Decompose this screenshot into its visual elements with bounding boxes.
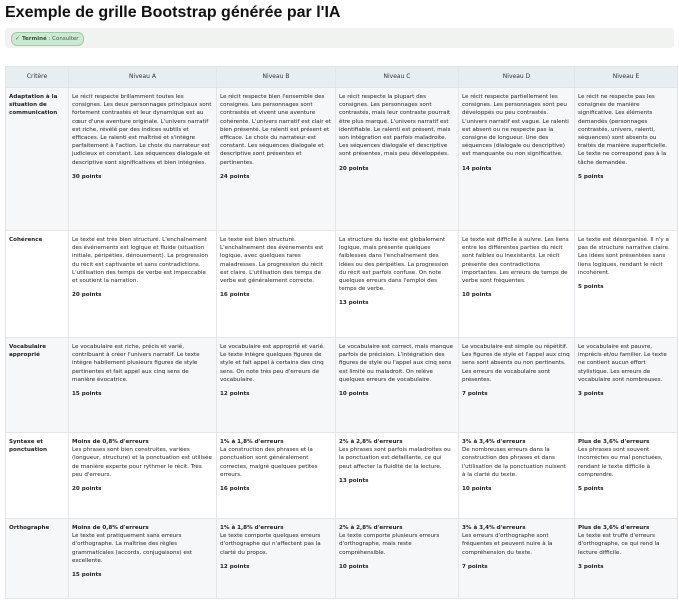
status-label: Terminé — [22, 36, 47, 42]
rubric-cell — [459, 519, 575, 599]
cell-text: Le récit respecte bien l'ensemble des consignes. Les personnages sont contrastés et vivent une aventure cohérente. L'univers narratif est clair et bien présenté. Le ralenti est présent et efficace. Le choix du narrateur est constant. Les séquences dialogale et descriptive sont présentes et pertinentes. — [220, 94, 331, 166]
rubric-cell — [336, 433, 459, 519]
rubric-cell — [69, 519, 217, 599]
points-label: 5 points — [578, 173, 604, 180]
rubric-cell — [575, 338, 678, 433]
error-rate-label: 1% à 1,8% d'erreurs — [220, 439, 284, 445]
cell-text: Les phrases sont souvent incorrectes ou mal ponctuées, rendant le texte difficile à comprendre. — [578, 447, 663, 478]
error-rate-label: Moins de 0,8% d'erreurs — [72, 439, 149, 445]
table-row — [6, 338, 678, 433]
cell-text: Le vocabulaire est approprié et varié. Le texte intègre quelques figures de style et fait appel à certains des cinq sens. On note très peu d'erreurs de vocabulaire. — [220, 344, 325, 383]
cell-text: Le vocabulaire est riche, précis et varié, contribuant à créer l'univers narratif. Le texte intègre habilement plusieurs figures de style pertinentes et fait appel aux cinq sens de manière évocatrice. — [72, 344, 200, 383]
criterion-cell: Vocabulaire approprié — [6, 338, 69, 433]
points-label: 20 points — [72, 486, 102, 493]
status-badge[interactable]: ✓ Terminé : Consulter — [11, 32, 84, 46]
column-header: Niveau C — [336, 67, 459, 88]
rubric-cell — [336, 519, 459, 599]
cell-text: Le vocabulaire est correct, mais manque parfois de précision. L'intégration des figures de style ou l'appel aux cinq sens est limité ou maladroit. On relève quelques erreurs de vocabulaire. — [339, 344, 454, 383]
points-label: 14 points — [462, 165, 492, 172]
cell-text: Le texte comporte plusieurs erreurs d'orthographe, mais reste compréhensible. — [339, 533, 440, 556]
points-label: 13 points — [339, 477, 369, 484]
rubric-cell — [336, 338, 459, 433]
cell-text: La construction des phrases et la ponctuation sont généralement correctes, malgré quelques petites erreurs. — [220, 447, 318, 478]
column-header: Niveau B — [217, 67, 336, 88]
cell-text: De nombreuses erreurs dans la construction des phrases et dans l'utilisation de la ponctuation nuisent à la clarté du texte. — [462, 447, 566, 478]
rubric-cell — [217, 231, 336, 338]
points-label: 3 points — [578, 563, 604, 570]
cell-text: Les erreurs d'orthographe sont fréquentes et peuvent nuire à la compréhension du texte. — [462, 533, 553, 556]
table-header-row — [6, 67, 678, 88]
rubric-cell — [459, 88, 575, 231]
cell-text: Le texte est difficile à suivre. Les liens entre les différentes parties du récit sont faibles ou inexistants. Le récit présente des contradictions importantes. Les erreurs de temps de verbe sont fréquentes. — [462, 237, 569, 285]
cell-text: La structure du texte est globalement logique, mais présente quelques faiblesses dans l'enchaînement des idées ou des péripéties. La progression du récit est parfois confuse. On note quelques erreurs dans l'emploi des temps de verbe. — [339, 237, 449, 293]
status-action: Consulter — [52, 36, 79, 42]
rubric-cell — [336, 231, 459, 338]
column-header: Critère — [6, 67, 69, 88]
points-label: 12 points — [220, 563, 250, 570]
rubric-cell — [217, 433, 336, 519]
error-rate-label: 1% à 1,8% d'erreurs — [220, 525, 284, 531]
criterion-cell: Cohérence — [6, 231, 69, 338]
points-label: 7 points — [462, 391, 488, 398]
table-row — [6, 88, 678, 231]
points-label: 15 points — [72, 572, 102, 579]
table-row — [6, 433, 678, 519]
rubric-cell — [69, 433, 217, 519]
rubric-cell — [459, 231, 575, 338]
points-label: 12 points — [220, 391, 250, 398]
points-label: 30 points — [72, 173, 102, 180]
points-label: 7 points — [462, 563, 488, 570]
rubric-cell — [459, 433, 575, 519]
rubric-cell — [69, 88, 217, 231]
rubric-cell — [575, 433, 678, 519]
points-label: 16 points — [220, 292, 250, 299]
points-label: 16 points — [220, 486, 250, 493]
cell-text: Le récit ne respecte pas les consignes de manière significative. Les éléments demandés (personnages contrastés, univers, ralenti, séquences) sont absents ou traités de manière superficielle. Le texte ne correspond pas à la tâche demandée. — [578, 94, 668, 166]
error-rate-label: Plus de 3,6% d'erreurs — [578, 439, 650, 445]
column-header: Niveau E — [575, 67, 678, 88]
rubric-cell — [459, 338, 575, 433]
points-label: 10 points — [462, 486, 492, 493]
cell-text: Les phrases sont parfois maladroites ou la ponctuation est défaillante, ce qui peut affecter la fluidité de la lecture. — [339, 447, 451, 470]
column-header: Niveau D — [459, 67, 575, 88]
rubric-cell — [69, 231, 217, 338]
cell-text: Le texte est très bien structuré. L'enchaînement des événements est logique et fluide (situation initiale, péripéties, dénouement). La progression du récit est captivante et sans contradictions. L'utilisation des temps de verbe est impeccable et soutient la narration. — [72, 237, 209, 285]
table-row — [6, 231, 678, 338]
status-bar — [5, 28, 674, 48]
points-label: 20 points — [72, 292, 102, 299]
cell-text: Le récit respecte partiellement les consignes. Les personnages sont peu développés ou peu contrastés. L'univers narratif est vague. Le ralenti est absent ou ne respecte pas la consigne de longueur. Une des séquences (dialogale ou descriptive) est manquante ou non significative. — [462, 94, 569, 158]
rubric-cell — [575, 519, 678, 599]
page-title: Exemple de grille Bootstrap générée par l'IA — [5, 4, 341, 21]
rubric-cell — [217, 338, 336, 433]
cell-text: Le vocabulaire est simple ou répétitif. Les figures de style et l'appel aux cinq sens sont absents ou non pertinents. Les erreurs de vocabulaire sont présentes. — [462, 344, 570, 383]
cell-text: Le texte est pratiquement sans erreurs d'orthographe. La maîtrise des règles grammaticales (accords, conjugaisons) est excellente. — [72, 533, 192, 564]
rubric-cell — [575, 88, 678, 231]
points-label: 5 points — [578, 284, 604, 291]
rubric-cell — [69, 338, 217, 433]
cell-text: Les phrases sont bien construites, variées (longueur, structure) et la ponctuation est utilisée de manière experte pour rythmer le récit. Très peu d'erreurs. — [72, 447, 212, 478]
points-label: 10 points — [462, 292, 492, 299]
error-rate-label: Plus de 3,6% d'erreurs — [578, 525, 650, 531]
points-label: 10 points — [339, 391, 369, 398]
points-label: 10 points — [339, 563, 369, 570]
rubric-cell — [336, 88, 459, 231]
criterion-cell: Orthographe — [6, 519, 69, 599]
error-rate-label: Moins de 0,8% d'erreurs — [72, 525, 149, 531]
rubric-cell — [575, 231, 678, 338]
points-label: 5 points — [578, 486, 604, 493]
points-label: 20 points — [339, 165, 369, 172]
error-rate-label: 3% à 3,4% d'erreurs — [462, 439, 526, 445]
points-label: 3 points — [578, 391, 604, 398]
cell-text: Le récit respecte la plupart des consignes. Les personnages sont contrastés, mais leur contraste pourrait être plus marqué. L'univers narratif est identifiable. Le ralenti est présent, mais son intégration est parfois maladroite. Les séquences dialogale et descriptive sont présentes, mais peu développées. — [339, 94, 451, 158]
error-rate-label: 3% à 3,4% d'erreurs — [462, 525, 526, 531]
cell-text: Le vocabulaire est pauvre, imprécis et/ou familier. Le texte ne contient aucun effort stylistique. Les erreurs de vocabulaire sont nombreuses. — [578, 344, 667, 383]
error-rate-label: 2% à 2,8% d'erreurs — [339, 439, 403, 445]
rubric-cell — [217, 88, 336, 231]
cell-text: Le récit respecte brillamment toutes les consignes. Les deux personnages principaux sont fortement contrastés et leur dynamique est au cœur d'une aventure originale. L'univers narratif est riche, révélé par des indices subtils et efficaces. Le ralenti est maîtrisé et s'intègre parfaitement à l'action. Le choix du narrateur est judicieux et constant. Les séquences dialogale et descriptive sont significatives et bien intégrées. — [72, 94, 212, 166]
page — [0, 0, 679, 48]
points-label: 13 points — [339, 300, 369, 307]
points-label: 15 points — [72, 391, 102, 398]
check-icon: ✓ — [15, 35, 21, 42]
rubric-cell — [217, 519, 336, 599]
criterion-cell: Syntaxe et ponctuation — [6, 433, 69, 519]
rubric-table — [5, 66, 678, 599]
criterion-cell: Adaptation à la situation de communication — [6, 88, 69, 231]
error-rate-label: 2% à 2,8% d'erreurs — [339, 525, 403, 531]
cell-text: Le texte est désorganisé. Il n'y a pas de structure narrative claire. Les idées sont présentées sans liens logiques, rendant le récit incohérent. — [578, 237, 670, 276]
points-label: 24 points — [220, 173, 250, 180]
table-row — [6, 519, 678, 599]
cell-text: Le texte est truffé d'erreurs d'orthographe, ce qui rend la lecture difficile. — [578, 533, 660, 556]
column-header: Niveau A — [69, 67, 217, 88]
cell-text: Le texte est bien structuré. L'enchaînement des événements est logique, avec quelques rares maladresses. La progression du récit est claire. L'utilisation des temps de verbe est généralement correcte. — [220, 237, 324, 285]
cell-text: Le texte comporte quelques erreurs d'orthographe qui n'affectent pas la clarté du propos. — [220, 533, 321, 556]
